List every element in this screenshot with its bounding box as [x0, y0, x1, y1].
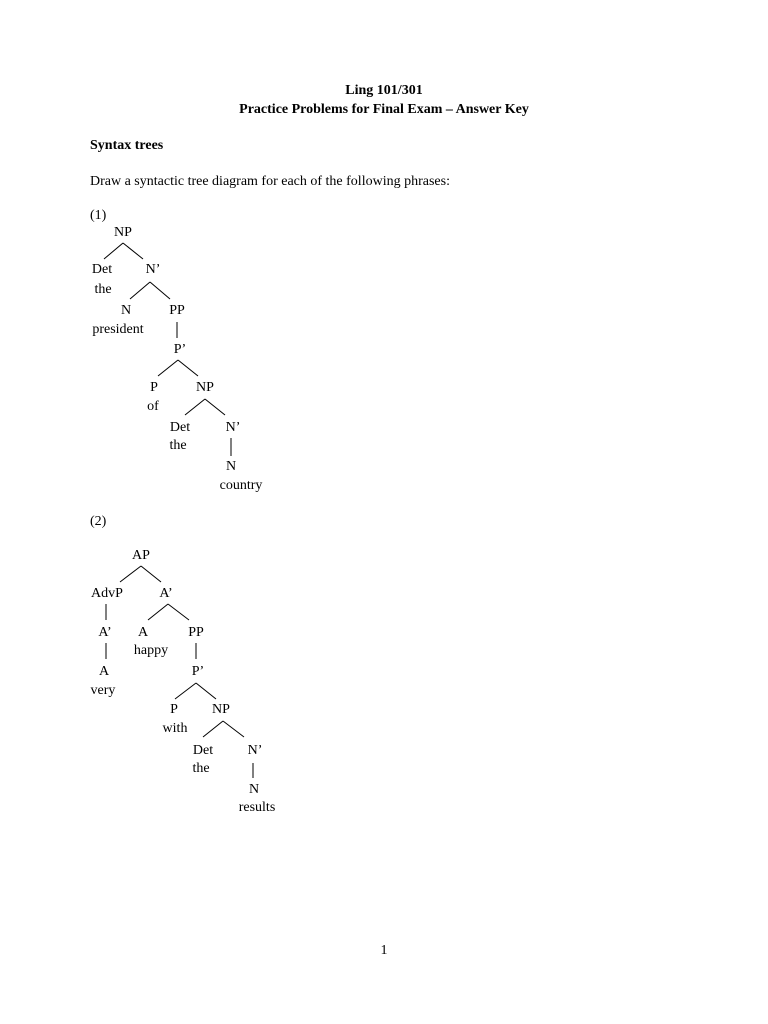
tree1-nbar-node: N’ [145, 262, 161, 277]
tree2-a1-node: A [98, 664, 110, 679]
tree2-p-node: P [170, 702, 178, 717]
tree1-n-node: N [120, 303, 132, 318]
tree1-det2-word: the [169, 438, 187, 453]
tree1-branches [104, 243, 231, 456]
page-number: 1 [380, 943, 388, 958]
tree2-nbar-node: N’ [247, 743, 263, 758]
instruction-text: Draw a syntactic tree diagram for each of the following phrases: [90, 174, 450, 189]
tree2-number: (2) [90, 514, 107, 529]
tree2-a2-word: happy [133, 643, 169, 658]
tree2-ap-node: AP [132, 548, 150, 563]
tree2-det-word: the [192, 761, 210, 776]
tree1-number: (1) [90, 208, 107, 223]
tree1-n2-node: N [225, 459, 237, 474]
tree1-np2-node: NP [196, 380, 214, 395]
tree2-a2-node: A [137, 625, 149, 640]
tree2-n-word: results [238, 800, 276, 815]
tree1-p-node: P [150, 380, 158, 395]
tree1-det2-node: Det [169, 420, 191, 435]
tree1-p-word: of [147, 399, 159, 414]
tree1-pp-node: PP [169, 303, 185, 318]
tree2-abar1-node: A’ [98, 625, 112, 640]
tree2-branches [106, 566, 253, 778]
tree2-pbar-node: P’ [191, 664, 205, 679]
tree2-p-word: with [162, 721, 188, 736]
tree1-pbar-node: P’ [173, 342, 187, 357]
tree2-det-node: Det [192, 743, 214, 758]
tree2-n-node: N [248, 782, 260, 797]
tree2-pp-node: PP [188, 625, 204, 640]
document-title: Ling 101/301 [345, 83, 423, 98]
tree2-np-node: NP [212, 702, 230, 717]
tree1-det-node: Det [91, 262, 113, 277]
section-heading: Syntax trees [90, 138, 164, 153]
document-subtitle: Practice Problems for Final Exam – Answer Key [239, 102, 529, 117]
tree2-abar2-node: A’ [159, 586, 173, 601]
tree1-det-word: the [94, 282, 112, 297]
tree1-np-node: NP [114, 225, 132, 240]
tree2-advp-node: AdvP [91, 586, 123, 601]
tree2-a1-word: very [90, 683, 116, 698]
tree1-nbar2-node: N’ [225, 420, 241, 435]
tree1-n-word: president [92, 322, 144, 337]
tree1-n2-word: country [219, 478, 263, 493]
